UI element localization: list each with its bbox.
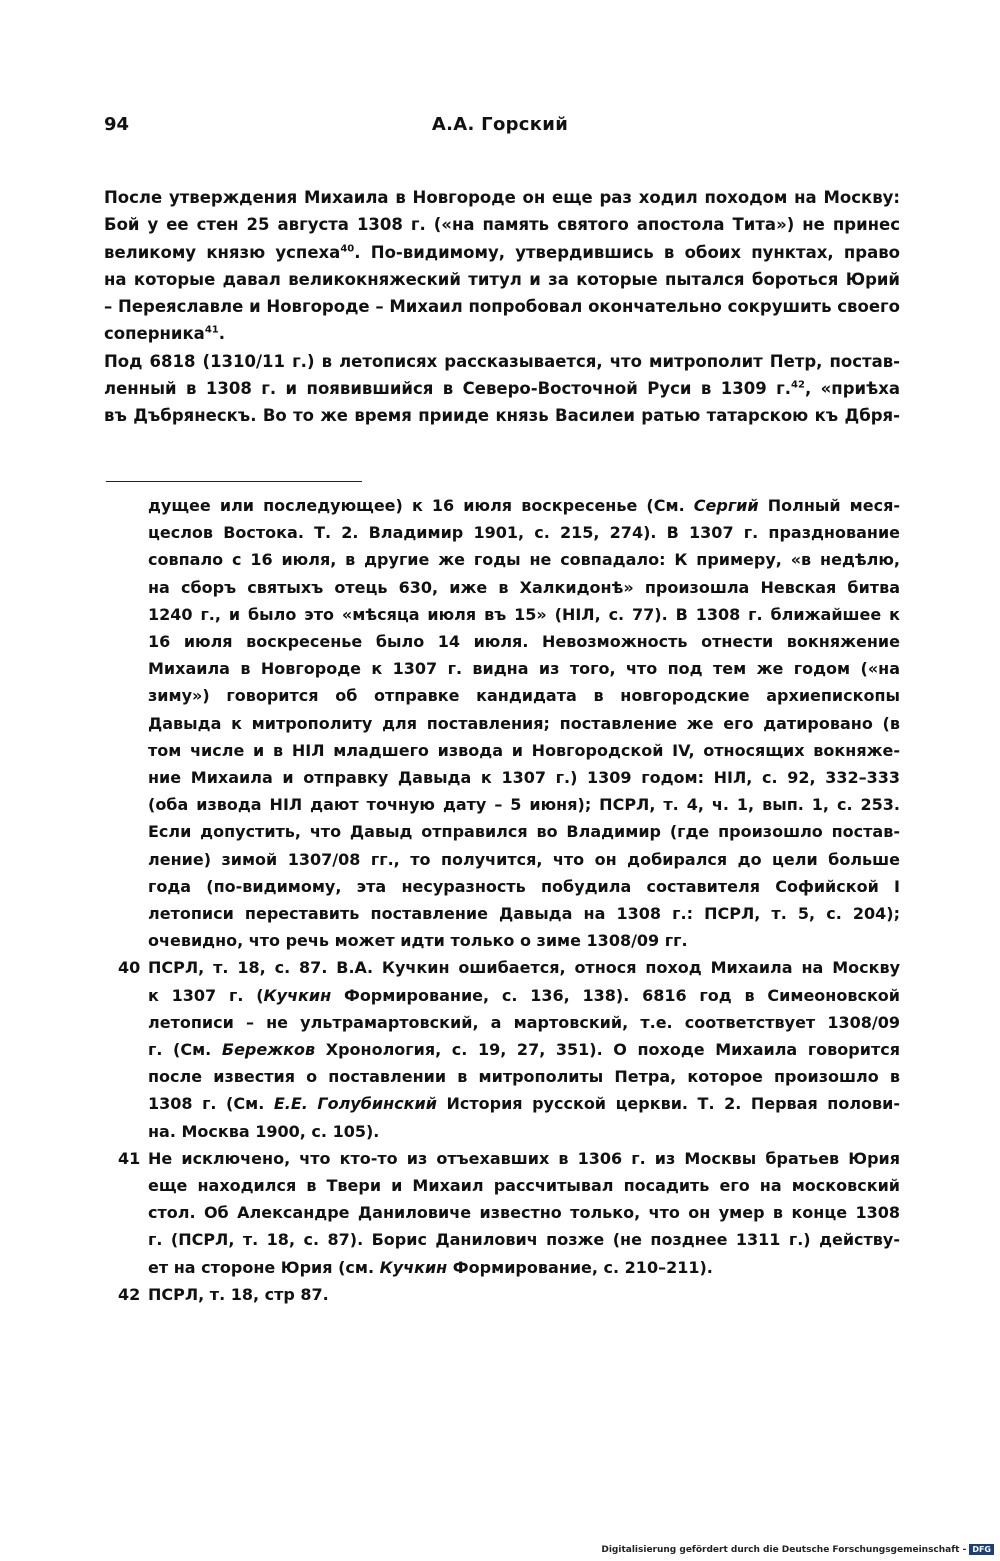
text-segment: г. (См. xyxy=(148,1040,222,1060)
credit-text: Digitalisierung gefördert durch die Deutsche Forschungsgemeinschaft - xyxy=(601,1544,967,1555)
text-line: летописи – не ультрамартовский, а мартовский, т.е. соответствует 1308/09 xyxy=(148,1012,900,1032)
footnote-number: 41 xyxy=(118,1148,141,1168)
paragraph xyxy=(104,348,900,430)
text-line: – Переяславле и Новгороде – Михаил попробовал окончательно сокрушить своего xyxy=(104,297,900,317)
text-line xyxy=(148,1254,900,1281)
footnote-number: 42 xyxy=(118,1284,141,1304)
text-line xyxy=(104,239,900,266)
author-name: Сергий xyxy=(693,496,759,515)
author-name: Кучкин xyxy=(379,1257,448,1277)
text-line: ПСРЛ, т. 18, стр 87. xyxy=(148,1284,329,1304)
text-segment: дущее или последующее) к 16 июля воскресенье (См. xyxy=(148,496,694,515)
footnote-41 xyxy=(104,1145,900,1281)
footnote-divider xyxy=(106,481,362,482)
text-line: После утверждения Михаила в Новгороде он еще раз ходил походом на Москву: xyxy=(104,188,900,207)
text-line xyxy=(104,320,900,347)
text-line: Бой у ее стен 25 августа 1308 г. («на память святого апостола Тита») не принес xyxy=(104,215,900,235)
dfg-logo: DFG xyxy=(969,1544,994,1555)
footnote-number: 40 xyxy=(118,958,141,978)
footnotes xyxy=(104,492,900,1308)
text-line: после известия о поставлении в митрополиты Петра, которое произошло в xyxy=(148,1067,900,1087)
author-name: Е.Е. Голубинский xyxy=(273,1094,437,1114)
text-line: въ Дъбрянескъ. Во то же время прииде князь Василеи ратью татарскою къ Дбря- xyxy=(104,406,900,426)
text-line: 16 июля воскресенье было 14 июля. Невозможность отнести вокняжение xyxy=(148,632,900,652)
text-line: стол. Об Александре Даниловиче известно только, что он умер в конце 1308 xyxy=(148,1203,900,1223)
text-line: Если допустить, что Давыд отправился во Владимир (где произошло постав- xyxy=(148,822,900,842)
text-segment: ет на стороне Юрия (см. xyxy=(148,1257,380,1277)
text-line: Не исключено, что кто-то из отъехавших в 1306 г. из Москвы братьев Юрия xyxy=(148,1148,900,1168)
text-line: на сборъ святыхъ отець 630, иже в Халкидонѣ» произошла Невская битва xyxy=(148,577,900,597)
page-number: 94 xyxy=(104,114,130,135)
author-name: Кучкин xyxy=(263,985,332,1005)
text-segment: 1308 г. (См. xyxy=(148,1094,274,1114)
text-line xyxy=(148,982,900,1009)
text-segment: соперника xyxy=(104,324,205,344)
text-line: на которые давал великокняжеский титул и за которые пытался бороться Юрий xyxy=(104,269,900,289)
text-line: еще находился в Твери и Михаил рассчитывал посадить его на московский xyxy=(148,1176,900,1196)
text-line: зиму») говорится об отправке кандидата в новгородские архиепископы xyxy=(148,686,900,706)
text-line: ПСРЛ, т. 18, с. 87. В.А. Кучкин ошибается, относя поход Михаила на Москву xyxy=(148,958,900,978)
text-line xyxy=(148,492,900,519)
footnote-ref: 40 xyxy=(340,243,355,255)
text-line: очевидно, что речь может идти только о зиме 1308/09 гг. xyxy=(148,931,688,951)
footnote-ref: 41 xyxy=(204,324,219,336)
text-segment: , «приѣха xyxy=(804,379,900,399)
footnote-continuation xyxy=(104,492,900,954)
footnote-ref: 42 xyxy=(791,379,805,391)
digitization-credit xyxy=(601,1544,994,1555)
text-line: г. (ПСРЛ, т. 18, с. 87). Борис Данилович позже (не позднее 1311 г.) действу- xyxy=(148,1230,900,1250)
text-segment: . xyxy=(218,324,226,344)
text-line: на. Москва 1900, с. 105). xyxy=(148,1121,380,1141)
text-line xyxy=(148,1090,900,1117)
paragraph xyxy=(104,184,900,348)
text-segment: ленный в 1308 г. и появившийся в Северо-Восточной Руси в 1309 г. xyxy=(104,379,792,399)
text-segment: . По-видимому, утвердившись в обоих пунктах, право xyxy=(354,242,900,262)
text-line: ние Михаила и отправку Давыда к 1307 г.) 1309 годом: НІЛ, с. 92, 332–333 xyxy=(148,768,900,788)
text-segment: Формирование, с. 210–211). xyxy=(447,1257,713,1277)
text-line: совпало с 16 июля, в другие же годы не совпадало: К примеру, «в недѣлю, xyxy=(148,550,900,570)
text-line xyxy=(148,1036,900,1063)
author-name: Бережков xyxy=(221,1040,316,1060)
text-segment: История русской церкви. Т. 2. Первая полови- xyxy=(436,1094,901,1114)
text-line: (оба извода НІЛ дают точную дату – 5 июня); ПСРЛ, т. 4, ч. 1, вып. 1, с. 253. xyxy=(148,795,900,815)
text-line: года (по-видимому, эта несуразность побудила составителя Софийской I xyxy=(148,876,900,896)
text-line: Михаила в Новгороде к 1307 г. видна из того, что под тем же годом («на xyxy=(148,659,900,679)
running-head: А.А. Горский xyxy=(431,114,569,135)
text-line: Давыда к митрополиту для поставления; поставление же его датировано (в xyxy=(148,713,900,733)
text-segment: к 1307 г. ( xyxy=(148,985,264,1005)
text-segment: Формирование, с. 136, 138). 6816 год в Симеоновской xyxy=(331,985,901,1005)
footnote-42 xyxy=(104,1281,900,1308)
text-segment: великому князю успеха xyxy=(104,242,341,262)
text-line: летописи переставить поставление Давыда на 1308 г.: ПСРЛ, т. 5, с. 204); xyxy=(148,904,900,924)
text-line: цеслов Востока. Т. 2. Владимир 1901, с. 215, 274). В 1307 г. празднование xyxy=(148,523,900,543)
text-segment: Хронология, с. 19, 27, 351). О походе Михаила говорится xyxy=(315,1040,900,1060)
footnote-40 xyxy=(104,954,900,1144)
text-line: 1240 г., и было это «мѣсяца июля въ 15» (НІЛ, с. 77). В 1308 г. ближайшее к xyxy=(148,604,900,624)
text-line: ление) зимой 1307/08 гг., то получится, что он добирался до цели больше xyxy=(148,849,900,869)
text-segment: Полный меся- xyxy=(758,496,900,515)
main-text xyxy=(104,184,900,430)
text-line: Под 6818 (1310/11 г.) в летописях рассказывается, что митрополит Петр, постав- xyxy=(104,351,900,371)
text-line: том числе и в НІЛ младшего извода и Новгородской IV, относящих вокняже- xyxy=(148,740,900,760)
text-line xyxy=(104,375,900,402)
